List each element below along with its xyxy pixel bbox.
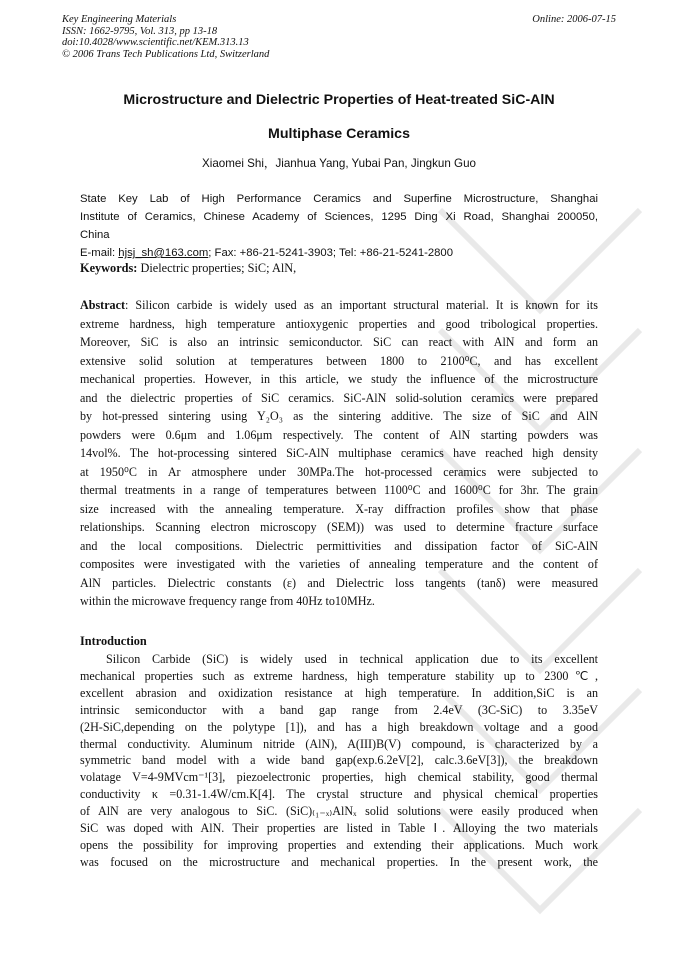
affiliation-line-3: China bbox=[80, 229, 110, 241]
intro-line: excellent abrasion and oxidization resistance at high temperature. In addition,SiC is an bbox=[80, 685, 598, 700]
abstract-line: composites were investigated with the varieties of annealing temperature and the content of bbox=[80, 557, 598, 571]
intro-line: volatage V=4-9MVcm⁻¹[3], piezoelectronic properties, high chemical stability, good thermal bbox=[80, 770, 598, 785]
intro-line: intrinsic semiconductor with a band gap range from 2.4eV (3C-SiC) to 3.35eV bbox=[80, 702, 598, 717]
keywords-text: Dielectric properties; SiC; AlN, bbox=[137, 261, 297, 275]
keywords-line bbox=[80, 261, 598, 276]
section-heading-introduction: Introduction bbox=[80, 634, 147, 648]
email-label: E-mail: bbox=[80, 247, 119, 259]
abstract-line: extensive solid solution at temperatures between 1800 to 2100⁰C, and has excellent bbox=[80, 353, 598, 368]
paper-title-line-1: Microstructure and Dielectric Properties of Heat-treated SiC-AlN bbox=[123, 92, 555, 108]
doi-line: doi:10.4028/www.scientific.net/KEM.313.13 bbox=[62, 37, 249, 48]
abstract-line: by hot-pressed sintering using Y₂O₃ as the sintering additive. The size of SiC and AlN bbox=[80, 409, 598, 423]
abstract-block bbox=[80, 296, 598, 611]
contact-numbers: ; Fax: +86-21-5241-3903; Tel: +86-21-5241-2800 bbox=[208, 247, 453, 259]
issn-line: ISSN: 1662-9795, Vol. 313, pp 13-18 bbox=[62, 25, 218, 37]
abstract-label: Abstract bbox=[80, 298, 126, 312]
journal-name: Key Engineering Materials bbox=[62, 14, 177, 25]
intro-line: symmetric band model with a wide band gap(exp.6.2eV[2], calc.3.6eV[3]), the breakdown bbox=[80, 753, 598, 768]
keywords-label: Keywords: bbox=[80, 261, 138, 275]
online-date: Online: 2006-07-15 bbox=[532, 14, 616, 25]
abstract-line: relationships. Scanning electron microscopy (SEM)) was used to determine fracture surface bbox=[80, 520, 598, 534]
affiliation-block bbox=[80, 190, 598, 262]
abstract-line: Abstract: Silicon carbide is widely used as an important structural material. It is known for its bbox=[80, 298, 598, 312]
abstract-line: Moreover, SiC is also an intrinsic semiconductor. SiC can react with AlN and form an bbox=[80, 335, 598, 349]
affiliation-line-2: Institute of Ceramics, Chinese Academy of Sciences, 1295 Ding Xi Road, Shanghai 200050, bbox=[80, 211, 598, 223]
paper-title-line-2: Multiphase Ceramics bbox=[268, 126, 410, 142]
journal-header bbox=[62, 14, 616, 60]
intro-line: conductivity κ =0.31-1.4W/cm.K[4]. The crystal structure and physical chemical properties bbox=[80, 787, 598, 802]
intro-line: of AlN are very analogous to SiC. (SiC)₍₁₋ₓ₎AlNₓ solid solutions were easily produced when bbox=[80, 804, 598, 819]
intro-line: (2H-SiC,depending on the polytype [1]), and has a high breakdown voltage and a good bbox=[80, 719, 598, 734]
affiliation-line-1: State Key Lab of High Performance Ceramics and Superfine Microstructure, Shanghai bbox=[80, 193, 598, 205]
abstract-line: AlN particles. Dielectric constants (ε) and Dielectric loss tangents (tanδ) were measured bbox=[80, 575, 598, 590]
abstract-line: size increased with the annealing temperature. X-ray diffraction profiles show that phase bbox=[80, 501, 598, 516]
abstract-line: powders were 0.6μm and 1.06μm respectively. The content of AlN starting powders was bbox=[80, 427, 598, 442]
introduction-body bbox=[80, 651, 598, 871]
abstract-line: at 1950⁰C in Ar atmosphere under 30MPa.The hot-processed ceramics were subjected to bbox=[80, 464, 598, 479]
abstract-line: 14vol%. The hot-processing sintered SiC-AlN multiphase ceramics have reached high density bbox=[80, 446, 598, 460]
abstract-line: and the local compositions. Dielectric permittivities and dissipation factor of SiC-AlN bbox=[80, 538, 598, 553]
email-link[interactable]: hjsj_sh@163.com bbox=[118, 247, 209, 259]
abstract-line: mechanical properties. However, in this article, we study the influence of the microstructure bbox=[80, 372, 598, 386]
author-list: Xiaomei Shi，Jianhua Yang, Yubai Pan, Jingkun Guo bbox=[202, 157, 476, 170]
intro-line: was focused on the microstructure and mechanical properties. In the present work, the bbox=[80, 854, 598, 869]
intro-line: opens the possibility for improving properties and extending their applications. Much work bbox=[80, 837, 598, 852]
abstract-line: thermal treatments in a range of temperatures between 1100⁰C and 1600⁰C for 3hr. The grain bbox=[80, 483, 598, 497]
intro-line: mechanical properties such as extreme hardness, high temperature stability up to 2300℃, bbox=[80, 668, 598, 683]
contact-line bbox=[80, 244, 598, 262]
intro-line: thermal conductivity. Aluminum nitride (AlN), A(III)B(V) compound, is characterized by a bbox=[80, 736, 598, 751]
intro-line: Silicon Carbide (SiC) is widely used in technical application due to its excellent bbox=[106, 652, 598, 666]
abstract-line: within the microwave frequency range from 40Hz to10MHz. bbox=[80, 594, 375, 608]
abstract-line: extreme hardness, high temperature antioxygenic properties and good tribological properties. bbox=[80, 316, 598, 331]
copyright-line: © 2006 Trans Tech Publications Ltd, Switzerland bbox=[62, 48, 270, 60]
abstract-line: and the dielectric properties of SiC ceramics. SiC-AlN solid-solution ceramics were prepared bbox=[80, 390, 598, 405]
intro-line: SiC was doped with AlN. Their properties are listed in Table Ⅰ. Alloying the two materials bbox=[80, 821, 598, 836]
